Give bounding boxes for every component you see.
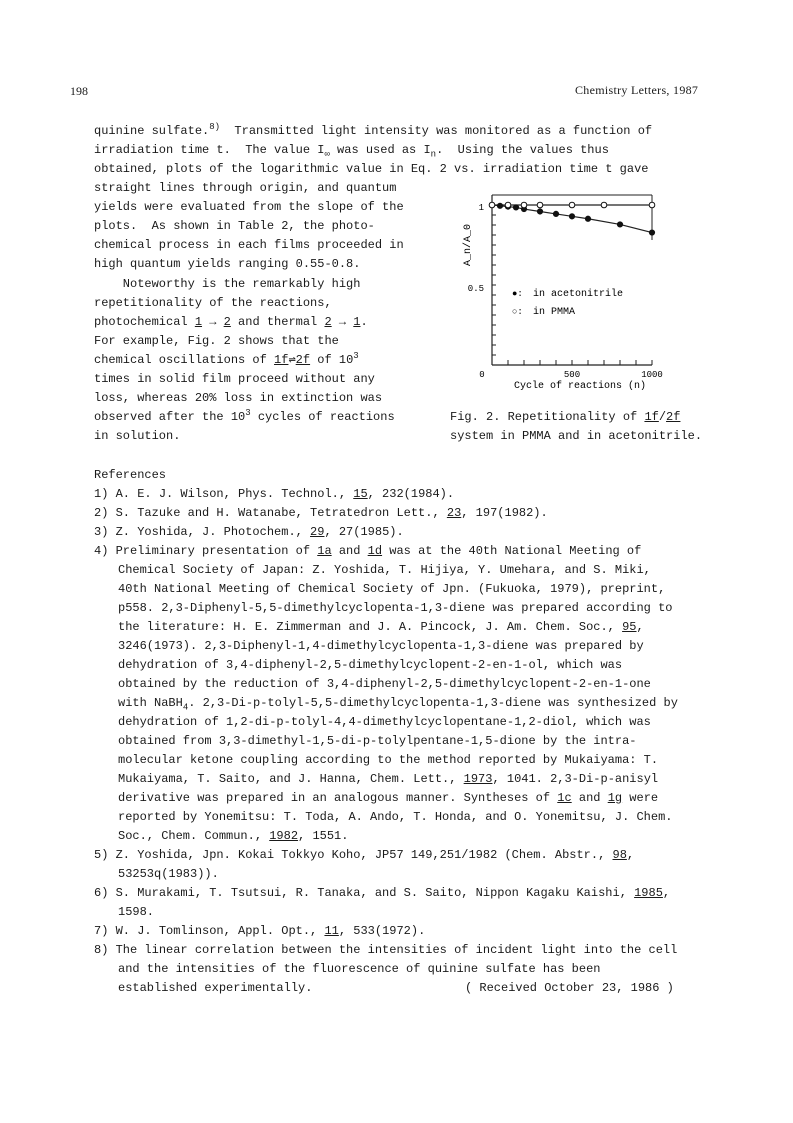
reference-4-line: obtained by the reduction of 3,4-diphenyl-2,5-dimethylcyclopent-2-en-1-one	[118, 677, 651, 691]
reference-1: 1) A. E. J. Wilson, Phys. Technol., 15, 232(1984).	[94, 487, 455, 501]
data-point-pmma	[601, 202, 607, 208]
x-axis-label: Cycle of reactions (n)	[513, 381, 647, 392]
ytick-label-05: 0.5	[467, 284, 484, 294]
reference-6: 6) S. Murakami, T. Tsutsui, R. Tanaka, and S. Saito, Nippon Kagaku Kaishi, 1985,	[94, 886, 671, 900]
reference-4: 4) Preliminary presentation of 1a and 1d was at the 40th National Meeting of	[94, 544, 642, 558]
journal-running-head: Chemistry Letters, 1987	[575, 83, 699, 97]
body-line: observed after the $10^3$ cycles of reactions	[94, 408, 395, 424]
reference-5-line: 53253q(1983)).	[118, 867, 219, 881]
reference-8: 8) The linear correlation between the intensities of incident light into the cell	[94, 943, 678, 957]
figure-caption: system in PMMA and in acetonitrile.	[450, 429, 703, 443]
reference-4-line: Mukaiyama, T. Saito, and J. Hanna, Chem. Lett., 1973, 1041. 2,3-Di-p-anisyl	[118, 772, 659, 786]
data-point-acetonitrile	[569, 214, 574, 219]
body-line: loss, whereas 20% loss in extinction was	[94, 391, 383, 405]
reference-2: 2) S. Tazuke and H. Watanabe, Tetratedron Lett., 23, 197(1982).	[94, 506, 548, 520]
reference-5: 5) Z. Yoshida, Jpn. Kokai Tokkyo Koho, JP57 149,251/1982 (Chem. Abstr., 98,	[94, 848, 635, 862]
body-line: plots. As shown in Table 2, the photo-	[94, 219, 375, 233]
data-point-pmma	[649, 202, 655, 208]
page-number: 198	[70, 84, 88, 98]
body-line: obtained, plots of the logarithmic value in Eq. 2 vs. irradiation time t gave	[94, 162, 649, 176]
reference-4-line: obtained from 3,3-dimethyl-1,5-di-p-tolylpentane-1,5-dione by the intra-	[118, 734, 637, 748]
body-line: photochemical 1 → 2 and thermal 2 → 1.	[94, 315, 368, 329]
body-line: times in solid film proceed without any	[94, 372, 375, 386]
data-point-acetonitrile	[553, 211, 558, 216]
reference-4-line: dehydration of 3,4-diphenyl-2,5-dimethylcyclopent-2-en-1-ol, which was	[118, 658, 623, 672]
legend-marker-filled: ●:	[512, 289, 523, 299]
reference-8-line: established experimentally.	[118, 981, 313, 995]
reference-4-line: molecular ketone coupling according to the method reported by Mukaiyama: T.	[118, 753, 659, 767]
data-point-acetonitrile	[585, 216, 590, 221]
body-line: repetitionality of the reactions,	[94, 296, 332, 310]
body-line: Noteworthy is the remarkably high	[94, 277, 361, 291]
xtick-label-0: 0	[479, 370, 485, 380]
reference-4-line: 3246(1973). 2,3-Diphenyl-1,4-dimethylcyclopenta-1,3-diene was prepared by	[118, 639, 644, 653]
reference-4-line: derivative was prepared in an analogous manner. Syntheses of 1c and 1g were	[118, 791, 659, 805]
references-heading: References	[94, 468, 167, 482]
reference-4-line: dehydration of 1,2-di-p-tolyl-4,4-dimethylcyclopentane-1,2-diol, which was	[118, 715, 651, 729]
body-line: yields were evaluated from the slope of the	[94, 200, 404, 214]
data-point-pmma	[489, 202, 495, 208]
data-point-pmma	[537, 202, 543, 208]
body-line: quinine sulfate.$^{8)}$ Transmitted light intensity was monitored as a function of	[94, 122, 653, 138]
data-point-acetonitrile	[497, 203, 502, 208]
body-line: chemical oscillations of 1f⇌2f of $10^3$	[94, 351, 359, 367]
reference-4-line: Chemical Society of Japan: Z. Yoshida, T. Hijiya, Y. Umehara, and S. Miki,	[118, 563, 651, 577]
data-point-pmma	[521, 202, 527, 208]
reference-4-line: with NaBH$_4$. 2,3-Di-p-tolyl-5,5-dimethylcyclopenta-1,3-diene was synthesized by	[118, 696, 678, 713]
data-point-pmma	[569, 202, 575, 208]
ytick-label-1: 1	[478, 203, 484, 213]
reference-8-line: and the intensities of the fluorescence of quinine sulfate has been	[118, 962, 601, 976]
reference-3: 3) Z. Yoshida, J. Photochem., 29, 27(1985).	[94, 525, 404, 539]
reference-4-line: p558. 2,3-Diphenyl-5,5-dimethylcyclopenta-1,3-diene was prepared according to	[118, 601, 673, 615]
figure-2	[440, 185, 680, 400]
legend-marker-open: ○:	[512, 307, 523, 317]
legend-acetonitrile: in acetonitrile	[533, 289, 624, 300]
legend-pmma: in PMMA	[533, 307, 576, 318]
body-line: irradiation time t. The value $I_\infty$ was used as $I_n$. Using the values thus	[94, 143, 609, 160]
figure-caption: Fig. 2. Repetitionality of 1f/2f	[450, 410, 681, 424]
data-point-acetonitrile	[537, 209, 542, 214]
reference-4-line: 40th National Meeting of Chemical Society of Jpn. (Fukuoka, 1979), preprint,	[118, 582, 666, 596]
body-line: straight lines through origin, and quantum	[94, 181, 397, 195]
body-line: For example, Fig. 2 shows that the	[94, 334, 339, 348]
reference-4-line: the literature: H. E. Zimmerman and J. A. Pincock, J. Am. Chem. Soc., 95,	[118, 620, 644, 634]
body-line: chemical process in each films proceeded in	[94, 238, 404, 252]
data-point-acetonitrile	[513, 205, 518, 210]
body-line: high quantum yields ranging 0.55-0.8.	[94, 257, 361, 271]
reference-4-line: reported by Yonemitsu: T. Toda, A. Ando, T. Honda, and O. Yonemitsu, J. Chem.	[118, 810, 673, 824]
xtick-label-1000: 1000	[641, 370, 663, 380]
reference-6-line: 1598.	[118, 905, 155, 919]
data-point-acetonitrile	[649, 230, 654, 235]
data-point-pmma	[505, 202, 511, 208]
repetitionality-chart	[440, 185, 680, 400]
reference-7: 7) W. J. Tomlinson, Appl. Opt., 11, 533(1972).	[94, 924, 426, 938]
received-date: ( Received October 23, 1986 )	[465, 981, 674, 995]
xtick-label-500: 500	[563, 370, 581, 380]
data-point-acetonitrile	[617, 222, 622, 227]
reference-4-line: Soc., Chem. Commun., 1982, 1551.	[118, 829, 349, 843]
y-axis-label: A_n/A_0	[463, 223, 474, 267]
body-line: in solution.	[94, 429, 181, 443]
